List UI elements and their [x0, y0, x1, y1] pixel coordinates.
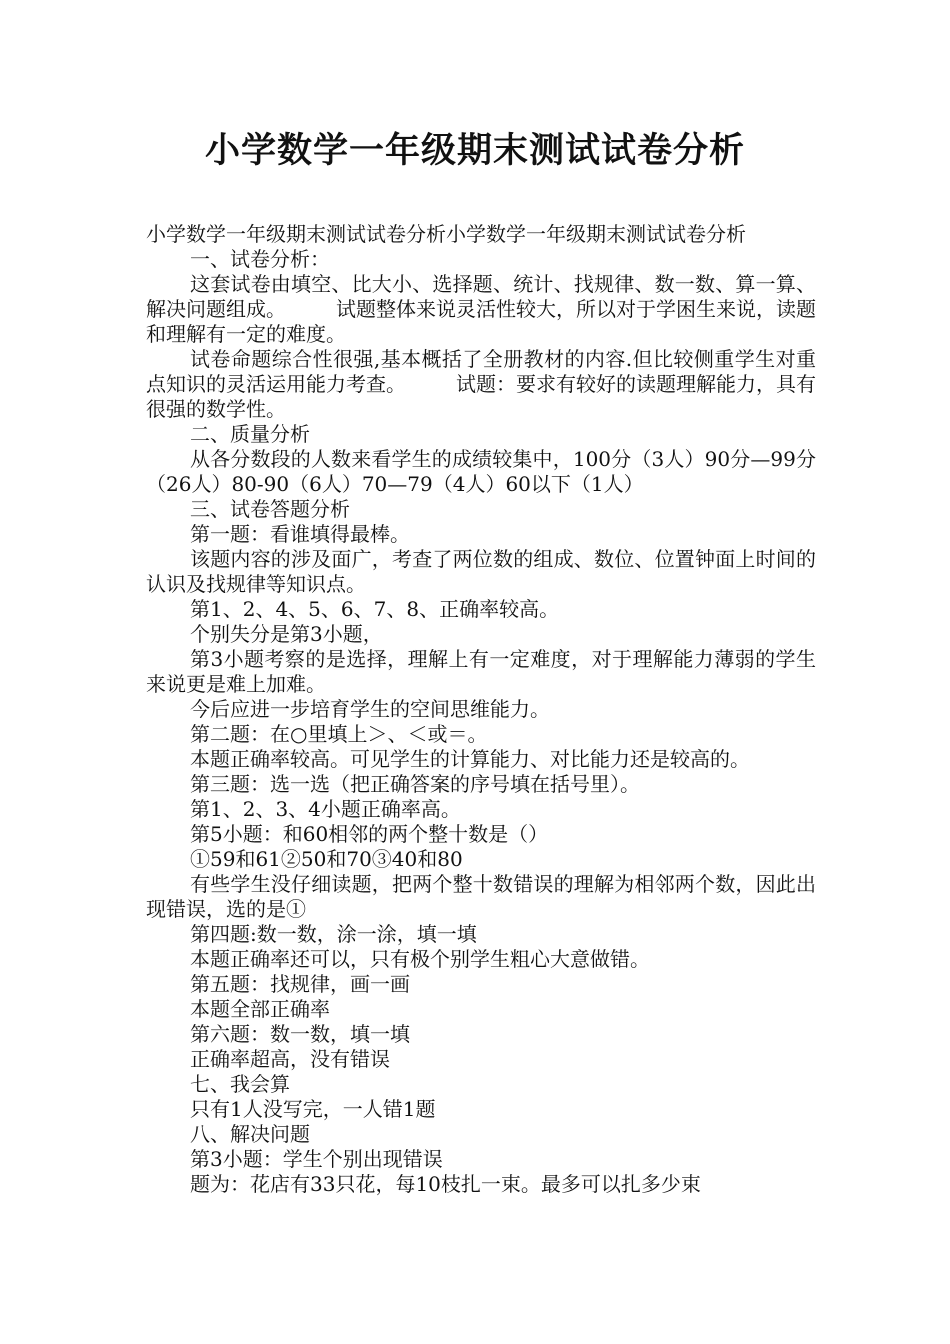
- paragraph: 第四题:数一数，涂一涂，填一填: [190, 922, 477, 946]
- paragraph: 一、试卷分析：: [190, 247, 330, 271]
- paragraph: 小学数学一年级期末测试试卷分析小学数学一年级期末测试试卷分析: [146, 222, 746, 246]
- paragraph: 二、质量分析: [190, 422, 310, 446]
- paragraph: 第3小题考察的是选择，理解上有一定难度，对于理解能力薄弱的学生来说更是难上加难。: [146, 647, 816, 696]
- paragraph: 试卷命题综合性很强,基本概括了全册教材的内容.但比较侧重学生对重点知识的灵活运用能力考查。 试题：要求有较好的读题理解能力，具有很强的数学性。: [146, 347, 816, 421]
- paragraph: 第5小题：和60相邻的两个整十数是（）: [190, 822, 549, 846]
- paragraph: 只有1人没写完，一人错1题: [190, 1097, 436, 1121]
- paragraph: 第五题：找规律，画一画: [190, 972, 410, 996]
- paragraph: 有些学生没仔细读题，把两个整十数错误的理解为相邻两个数，因此出现错误，选的是①: [146, 872, 816, 921]
- paragraph: 从各分数段的人数来看学生的成绩较集中，100分（3人）90分—99分（26人）80-90（6人）70—79（4人）60以下（1人）: [146, 447, 816, 496]
- paragraph: 第六题：数一数，填一填: [190, 1022, 410, 1046]
- paragraph: 第三题：选一选（把正确答案的序号填在括号里）。: [190, 772, 640, 796]
- paragraph: 三、试卷答题分析: [190, 497, 350, 521]
- paragraph: 本题正确率较高。可见学生的计算能力、对比能力还是较高的。: [190, 747, 750, 771]
- paragraph: 第二题：在○里填上＞、＜或＝。: [190, 722, 488, 746]
- paragraph: ①59和61②50和70③40和80: [190, 847, 463, 871]
- paragraph: 第1、2、3、4小题正确率高。: [190, 797, 461, 821]
- paragraph: 七、我会算: [190, 1072, 290, 1096]
- paragraph: 今后应进一步培育学生的空间思维能力。: [190, 697, 550, 721]
- paragraph: 第1、2、4、5、6、7、8、正确率较高。: [190, 597, 560, 621]
- paragraph: 第一题：看谁填得最棒。: [190, 522, 410, 546]
- paragraph: 正确率超高，没有错误: [190, 1047, 390, 1071]
- page-title: 小学数学一年级期末测试试卷分析: [204, 131, 745, 171]
- paragraph: 这套试卷由填空、比大小、选择题、统计、找规律、数一数、算一算、解决问题组成。 试题整体来说灵活性较大，所以对于学困生来说，读题和理解有一定的难度。: [146, 272, 816, 346]
- paragraph: 第3小题：学生个别出现错误: [190, 1147, 443, 1171]
- paragraph: 本题正确率还可以，只有极个别学生粗心大意做错。: [190, 947, 650, 971]
- paragraph: 题为：花店有33只花，每10枝扎一束。最多可以扎多少束: [190, 1172, 701, 1196]
- paragraph: 个别失分是第3小题，: [190, 622, 383, 646]
- document-body: [146, 222, 816, 1197]
- paragraph: 本题全部正确率: [190, 997, 330, 1021]
- paragraph: 八、解决问题: [190, 1122, 310, 1146]
- paragraph: 该题内容的涉及面广，考查了两位数的组成、数位、位置钟面上时间的认识及找规律等知识点。: [146, 547, 816, 596]
